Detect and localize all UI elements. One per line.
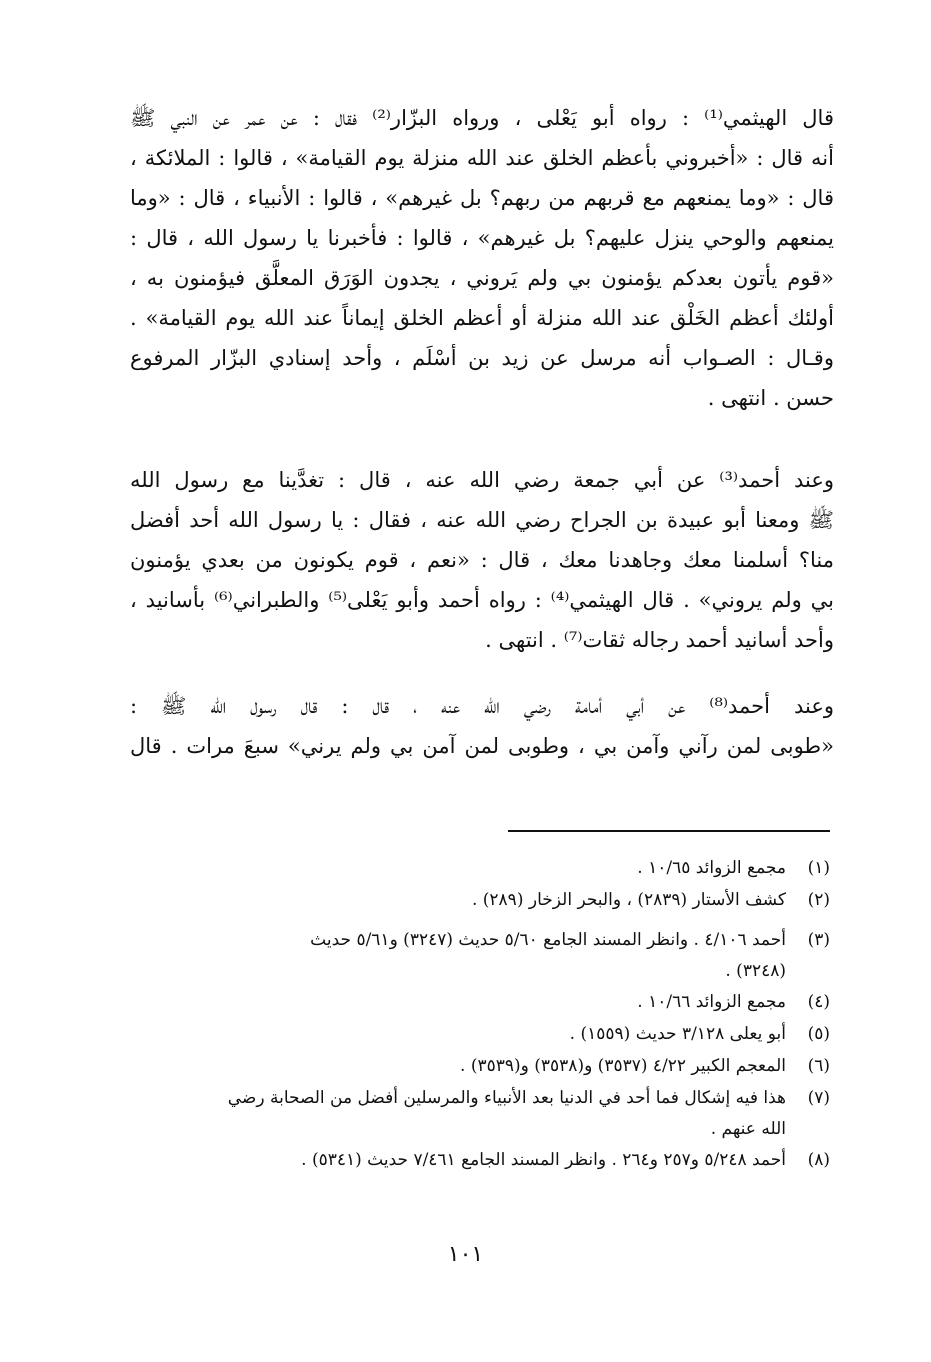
- footnote-number: (٧): [807, 1088, 830, 1108]
- text-line: يمنعهم والوحي ينزل عليهم؟ بل غيرهم» ، قالوا : فأخبرنا يا رسول الله ، قال :: [130, 226, 834, 250]
- paragraph-2: [130, 460, 834, 660]
- footnote-text: مجمع الزوائد ١٠/٦٦ .: [637, 992, 786, 1012]
- text-line: بي ولم يروني» . قال الهيثمي⁽⁴⁾ : رواه أحمد وأبو يَعْلى⁽⁵⁾ والطبراني⁽⁶⁾ بأسانيد ،: [130, 588, 834, 612]
- footnote: [135, 852, 830, 884]
- text-line: أولئك أعظم الخَلْق عند الله منزلة أو أعظم الخلق إيماناً عند الله يوم القيامة» .: [130, 306, 834, 330]
- footnote: [135, 924, 830, 986]
- text-line: وأحد أسانيد أحمد رجاله ثقات⁽⁷⁾ . انتهى .: [485, 628, 834, 652]
- text-line: ﷺ ومعنا أبو عبيدة بن الجراح رضي الله عنه ، فقال : يا رسول الله أحد أفضل: [130, 508, 834, 532]
- footnote-text: مجمع الزوائد ١٠/٦٥ .: [637, 858, 786, 878]
- footnote-number: (١): [807, 858, 830, 878]
- footnote-text: المعجم الكبير ٤/٢٢ (٣٥٣٧) و(٣٥٣٨) و(٣٥٣٩) .: [460, 1056, 786, 1076]
- footnote: [135, 1018, 830, 1050]
- footnote-text: أبو يعلى ٣/١٢٨ حديث (١٥٥٩) .: [569, 1024, 786, 1044]
- text-line: وقـال : الصـواب أنه مرسل عن زيد بن أسْلَم ، وأحد إسنادي البزّار المرفوع: [130, 346, 834, 370]
- text-line: وعند أحمد⁽³⁾ عن أبي جمعة رضي الله عنه ، قال : تغدَّينا مع رسول الله: [130, 468, 834, 492]
- footnote-text: هذا فيه إشكال فما أحد في الدنيا بعد الأنبياء والمرسلين أفضل من الصحابة رضي: [227, 1088, 786, 1108]
- footnote-text: أحمد ٥/٢٤٨ و٢٥٧ و٢٦٤ . وانظر المسند الجامع ٧/٤٦١ حديث (٥٣٤١) .: [301, 1150, 786, 1170]
- text-line: أنه قال : «أخبروني بأعظم الخلق عند الله منزلة يوم القيامة» ، قالوا : الملائكة ،: [130, 146, 834, 170]
- footnote-text: أحمد ٤/١٠٦ . وانظر المسند الجامع ٥/٦٠ حديث (٣٢٤٧) و٥/٦١ حديث: [310, 930, 786, 950]
- text-line: «طوبى لمن رآني وآمن بي ، وطوبى لمن آمن بي ولم يرني» سبعَ مرات . قال: [130, 734, 834, 758]
- footnote-number: (٣): [807, 930, 830, 950]
- text-line: وعند أحمد⁽⁸⁾ عن أبي أمامة رضي الله عنه ، قال : قال رسول الله ﷺ :: [130, 694, 834, 718]
- footnote-text-continued: (٣٢٤٨) .: [725, 961, 786, 981]
- text-line: حسن . انتهى .: [707, 386, 834, 410]
- text-line: «قوم يأتون بعدكم يؤمنون بي ولم يَروني ، يجدون الوَرَق المعلَّق فيؤمنون به ،: [130, 266, 834, 290]
- text-line: قال : «وما يمنعهم مع قربهم من ربهم؟ بل غيرهم» ، قالوا : الأنبياء ، قال : «وما: [130, 186, 834, 210]
- page-number: ١٠١: [447, 1242, 484, 1267]
- footnote-separator: [508, 830, 830, 832]
- footnote-number: (٢): [807, 890, 830, 910]
- footnote-number: (٥): [807, 1024, 830, 1044]
- footnote: [135, 1082, 830, 1144]
- footnote-number: (٦): [807, 1056, 830, 1076]
- footnote: [135, 986, 830, 1018]
- paragraph-1: [130, 98, 834, 418]
- footnote: [135, 1144, 830, 1176]
- footnote-text: كشف الأستار (٢٨٣٩) ، والبحر الزخار (٢٨٩) .: [471, 890, 786, 910]
- footnotes: [135, 852, 830, 1176]
- footnote-number: (٤): [807, 992, 830, 1012]
- text-line: منا؟ أسلمنا معك وجاهدنا معك ، قال : «نعم ، قوم يكونون من بعدي يؤمنون: [130, 548, 834, 572]
- text-line: قال الهيثمي⁽¹⁾ : رواه أبو يَعْلى ، ورواه البزّار⁽²⁾ فقال : عن عمر عن النبي ﷺ: [130, 106, 834, 130]
- footnote-text-continued: الله عنهم .: [710, 1119, 786, 1139]
- footnote: [135, 1050, 830, 1082]
- footnote-number: (٨): [807, 1150, 830, 1170]
- footnote: [135, 884, 830, 916]
- paragraph-3: [130, 686, 834, 766]
